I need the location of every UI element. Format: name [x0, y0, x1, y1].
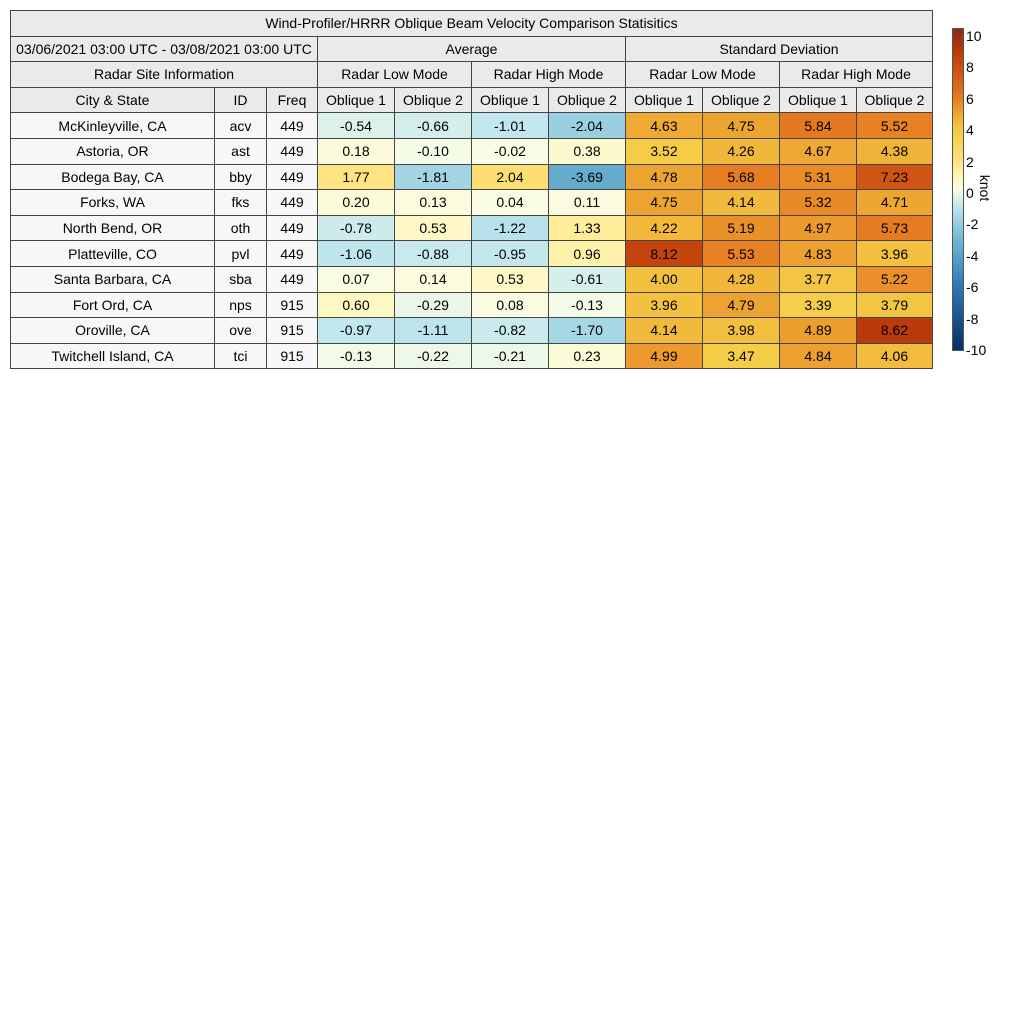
site-id: nps	[215, 292, 267, 318]
heatmap-cell: 5.73	[857, 215, 933, 241]
heatmap-cell: -1.22	[472, 215, 549, 241]
group-header-std-dev: Standard Deviation	[626, 36, 933, 62]
heatmap-cell: 4.75	[626, 190, 703, 216]
table-row	[11, 292, 933, 318]
heatmap-cell: 0.60	[318, 292, 395, 318]
colorbar-tick-label: -2	[966, 216, 979, 233]
colorbar-tick-label: 6	[966, 90, 974, 107]
heatmap-cell: 8.62	[857, 318, 933, 344]
site-id: tci	[215, 343, 267, 369]
heatmap-cell: 3.98	[703, 318, 780, 344]
site-city: Forks, WA	[11, 190, 215, 216]
site-id: acv	[215, 113, 267, 139]
heatmap-cell: 4.63	[626, 113, 703, 139]
mode-header: Radar Low Mode	[626, 62, 780, 88]
table-row	[11, 190, 933, 216]
site-freq: 915	[267, 292, 318, 318]
colorbar	[952, 28, 964, 351]
heatmap-cell: 4.14	[626, 318, 703, 344]
site-id: fks	[215, 190, 267, 216]
colorbar-tick-label: -4	[966, 247, 979, 264]
heatmap-cell: -2.04	[549, 113, 626, 139]
colorbar-tick-label: 4	[966, 122, 974, 139]
heatmap-cell: 4.00	[626, 266, 703, 292]
heatmap-cell: 7.23	[857, 164, 933, 190]
site-id: bby	[215, 164, 267, 190]
heatmap-cell: 0.13	[395, 190, 472, 216]
site-id: ast	[215, 138, 267, 164]
site-freq: 449	[267, 164, 318, 190]
site-info-header: Radar Site Information	[11, 62, 318, 88]
site-freq: 449	[267, 113, 318, 139]
heatmap-cell: 3.39	[780, 292, 857, 318]
heatmap-cell: -0.61	[549, 266, 626, 292]
column-header-city: City & State	[11, 87, 215, 113]
site-city: North Bend, OR	[11, 215, 215, 241]
heatmap-cell: 0.96	[549, 241, 626, 267]
heatmap-cell: -1.06	[318, 241, 395, 267]
site-city: Platteville, CO	[11, 241, 215, 267]
heatmap-cell: 0.04	[472, 190, 549, 216]
colorbar-tick-label: -8	[966, 310, 979, 327]
heatmap-cell: -0.10	[395, 138, 472, 164]
heatmap-cell: -1.11	[395, 318, 472, 344]
heatmap-cell: 4.67	[780, 138, 857, 164]
heatmap-cell: 4.99	[626, 343, 703, 369]
heatmap-cell: 4.38	[857, 138, 933, 164]
mode-header: Radar High Mode	[780, 62, 933, 88]
heatmap-cell: 0.08	[472, 292, 549, 318]
heatmap-cell: 0.23	[549, 343, 626, 369]
site-freq: 449	[267, 215, 318, 241]
heatmap-cell: 5.32	[780, 190, 857, 216]
statistics-table	[10, 10, 933, 369]
heatmap-cell: -0.13	[549, 292, 626, 318]
column-header-beam: Oblique 1	[626, 87, 703, 113]
heatmap-cell: -0.02	[472, 138, 549, 164]
heatmap-cell: 3.96	[857, 241, 933, 267]
colorbar-tick-label: 10	[966, 28, 982, 44]
column-header-beam: Oblique 1	[780, 87, 857, 113]
group-header-average: Average	[318, 36, 626, 62]
mode-header: Radar Low Mode	[318, 62, 472, 88]
site-id: sba	[215, 266, 267, 292]
column-header-beam: Oblique 2	[395, 87, 472, 113]
heatmap-cell: 0.11	[549, 190, 626, 216]
heatmap-cell: 4.79	[703, 292, 780, 318]
heatmap-cell: 5.68	[703, 164, 780, 190]
table-row	[11, 164, 933, 190]
site-city: Bodega Bay, CA	[11, 164, 215, 190]
colorbar-unit-label: knot	[977, 174, 994, 202]
site-freq: 449	[267, 241, 318, 267]
mode-header: Radar High Mode	[472, 62, 626, 88]
column-header-beam: Oblique 2	[857, 87, 933, 113]
heatmap-cell: 4.06	[857, 343, 933, 369]
heatmap-cell: 5.19	[703, 215, 780, 241]
site-freq: 449	[267, 266, 318, 292]
heatmap-cell: 4.26	[703, 138, 780, 164]
table-row	[11, 215, 933, 241]
heatmap-cell: 3.96	[626, 292, 703, 318]
colorbar-tick-label: -6	[966, 279, 979, 296]
site-freq: 449	[267, 138, 318, 164]
column-header-beam: Oblique 2	[549, 87, 626, 113]
heatmap-cell: 0.20	[318, 190, 395, 216]
heatmap-cell: 0.53	[472, 266, 549, 292]
heatmap-cell: -1.81	[395, 164, 472, 190]
heatmap-cell: 1.33	[549, 215, 626, 241]
heatmap-cell: 4.22	[626, 215, 703, 241]
heatmap-cell: -0.22	[395, 343, 472, 369]
table-row	[11, 241, 933, 267]
table-row	[11, 318, 933, 344]
site-freq: 915	[267, 318, 318, 344]
heatmap-cell: 4.97	[780, 215, 857, 241]
heatmap-cell: -0.78	[318, 215, 395, 241]
heatmap-cell: -0.29	[395, 292, 472, 318]
date-range: 03/06/2021 03:00 UTC - 03/08/2021 03:00 UTC	[11, 36, 318, 62]
column-header-beam: Oblique 2	[703, 87, 780, 113]
heatmap-cell: 5.31	[780, 164, 857, 190]
colorbar-tick-label: 0	[966, 185, 974, 201]
site-city: McKinleyville, CA	[11, 113, 215, 139]
site-id: pvl	[215, 241, 267, 267]
table-row	[11, 343, 933, 369]
table-row	[11, 113, 933, 139]
colorbar-tick-label: 2	[966, 153, 974, 170]
heatmap-cell: 4.14	[703, 190, 780, 216]
heatmap-cell: -0.13	[318, 343, 395, 369]
table-title: Wind-Profiler/HRRR Oblique Beam Velocity Comparison Statisitics	[11, 11, 933, 37]
heatmap-cell: 0.18	[318, 138, 395, 164]
heatmap-cell: 4.28	[703, 266, 780, 292]
heatmap-cell: -0.66	[395, 113, 472, 139]
table-row	[11, 266, 933, 292]
heatmap-cell: 3.77	[780, 266, 857, 292]
site-freq: 915	[267, 343, 318, 369]
heatmap-cell: 5.22	[857, 266, 933, 292]
table-row	[11, 138, 933, 164]
heatmap-cell: 3.47	[703, 343, 780, 369]
heatmap-cell: -1.70	[549, 318, 626, 344]
heatmap-cell: 0.38	[549, 138, 626, 164]
site-city: Fort Ord, CA	[11, 292, 215, 318]
column-header-beam: Oblique 1	[472, 87, 549, 113]
heatmap-cell: -0.82	[472, 318, 549, 344]
heatmap-cell: 1.77	[318, 164, 395, 190]
heatmap-cell: -0.54	[318, 113, 395, 139]
heatmap-cell: -0.88	[395, 241, 472, 267]
heatmap-cell: 4.89	[780, 318, 857, 344]
heatmap-cell: -0.95	[472, 241, 549, 267]
heatmap-cell: 0.14	[395, 266, 472, 292]
heatmap-cell: 2.04	[472, 164, 549, 190]
heatmap-cell: 4.78	[626, 164, 703, 190]
heatmap-cell: 4.71	[857, 190, 933, 216]
site-id: ove	[215, 318, 267, 344]
heatmap-cell: 4.75	[703, 113, 780, 139]
site-city: Astoria, OR	[11, 138, 215, 164]
heatmap-cell: -3.69	[549, 164, 626, 190]
heatmap-cell: 4.83	[780, 241, 857, 267]
heatmap-cell: 0.53	[395, 215, 472, 241]
site-city: Oroville, CA	[11, 318, 215, 344]
site-id: oth	[215, 215, 267, 241]
site-freq: 449	[267, 190, 318, 216]
heatmap-cell: 5.53	[703, 241, 780, 267]
column-header-id: ID	[215, 87, 267, 113]
colorbar-tick-label: -10	[966, 342, 987, 358]
heatmap-cell: 3.52	[626, 138, 703, 164]
heatmap-cell: 8.12	[626, 241, 703, 267]
heatmap-cell: -0.97	[318, 318, 395, 344]
heatmap-cell: -1.01	[472, 113, 549, 139]
column-header-freq: Freq	[267, 87, 318, 113]
heatmap-cell: 5.84	[780, 113, 857, 139]
heatmap-cell: 5.52	[857, 113, 933, 139]
heatmap-cell: 3.79	[857, 292, 933, 318]
heatmap-cell: 0.07	[318, 266, 395, 292]
column-header-beam: Oblique 1	[318, 87, 395, 113]
site-city: Twitchell Island, CA	[11, 343, 215, 369]
heatmap-cell: -0.21	[472, 343, 549, 369]
heatmap-cell: 4.84	[780, 343, 857, 369]
colorbar-tick-label: 8	[966, 59, 974, 76]
site-city: Santa Barbara, CA	[11, 266, 215, 292]
